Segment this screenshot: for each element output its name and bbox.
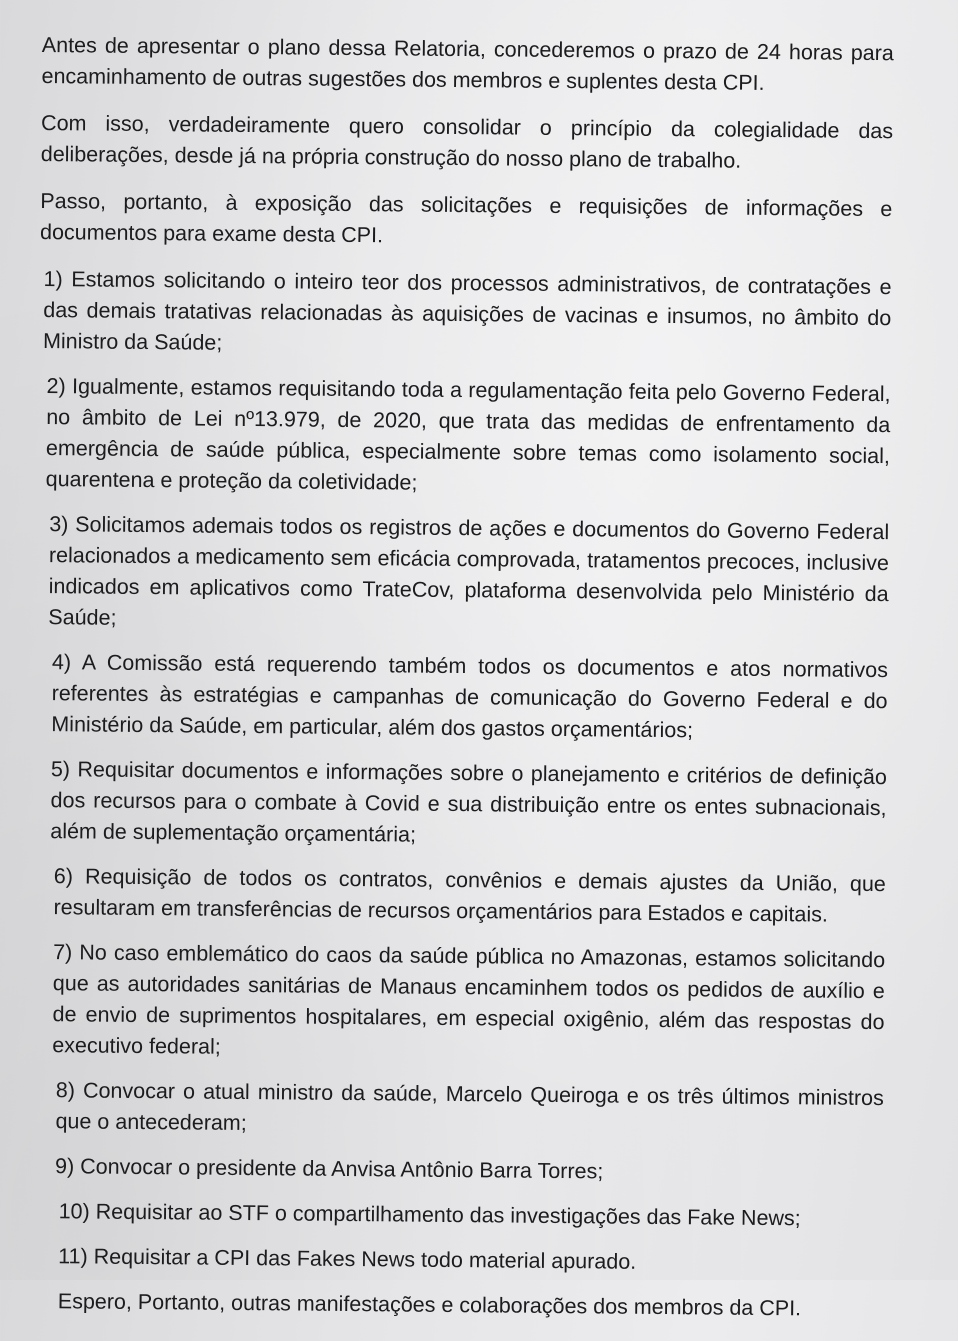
list-item-3: 3) Solicitamos ademais todos os registros de ações e documentos do Governo Federal relacionados a medicamento sem eficácia comprovada, tratamentos precoces, inclusive indicados em aplicativos como TrateCov, plataforma desenvolvida pelo Ministério da Saúde; bbox=[48, 512, 890, 630]
list-item-7: 7) No caso emblemático do caos da saúde pública no Amazonas, estamos solicitando que as autoridades sanitárias de Manaus encaminhem todos os pedidos de auxílio e de envio de suprimentos hospitalares, em especial oxigênio, além das respostas do executivo federal; bbox=[52, 940, 886, 1059]
list-item-9: 9) Convocar o presidente da Anvisa Antônio Barra Torres; bbox=[54, 1154, 604, 1184]
closing-paragraph: Espero, Portanto, outras manifestações e colaborações dos membros da CPI. bbox=[57, 1289, 802, 1321]
list-item-1: 1) Estamos solicitando o inteiro teor dos processos administrativos, de contratações e das demais tratativas relacionadas às aquisições de vacinas e insumos, no âmbito do Ministro da Saúde; bbox=[42, 267, 892, 355]
list-item-8: 8) Convocar o atual ministro da saúde, Marcelo Queiroga e os três últimos ministros que o antecederam; bbox=[55, 1078, 884, 1136]
list-item-4: 4) A Comissão está requerendo também todos os documentos e atos normativos referentes às estratégias e campanhas de comunicação do Governo Federal e do Ministério da Saúde, em particular, além dos gastos orçamentários; bbox=[51, 650, 889, 743]
intro-paragraph-1: Antes de apresentar o plano dessa Relatoria, concederemos o prazo de 24 horas para encaminhamento de outras sugestões dos membros e suplentes desta CPI. bbox=[41, 32, 894, 95]
list-item-11: 11) Requisitar a CPI das Fakes News todo material apurado. bbox=[58, 1244, 637, 1274]
intro-paragraph-2: Com isso, verdadeiramente quero consolidar o princípio da colegialidade das deliberações, desde já na própria construção do nosso plano de trabalho. bbox=[40, 110, 894, 173]
document-body bbox=[29, 30, 893, 1341]
list-item-5: 5) Requisitar documentos e informações sobre o planejamento e critérios de definição dos recursos para o combate à Covid e sua distribuição entre os entes subnacionais, além de suplementação orçamentária; bbox=[50, 757, 887, 847]
list-item-10: 10) Requisitar ao STF o compartilhamento das investigações das Fake News; bbox=[58, 1199, 801, 1231]
intro-paragraph-3: Passo, portanto, à exposição das solicitações e requisições de informações e documentos para exame desta CPI. bbox=[39, 188, 893, 248]
list-item-6: 6) Requisição de todos os contratos, convênios e demais ajustes da União, que resultaram em transferências de recursos orçamentários para Estados e capitais. bbox=[53, 864, 886, 927]
list-item-2: 2) Igualmente, estamos requisitando toda a regulamentação feita pelo Governo Federal, no âmbito de Lei nº13.979, de 2020, que trata das medidas de enfrentamento da emergência de saúde pública, especialmente sobre temas como isolamento social, quarentena e proteção da coletividade; bbox=[45, 374, 891, 495]
